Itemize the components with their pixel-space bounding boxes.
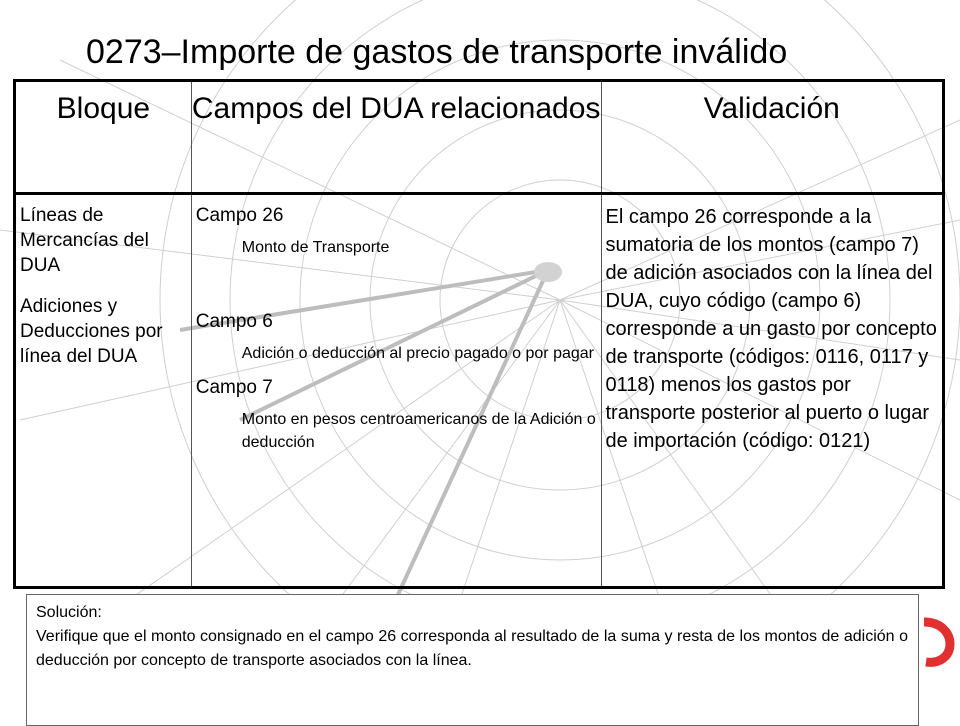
solution-box <box>26 594 919 726</box>
bloque-item-adiciones: Adiciones y Deducciones por línea del DUA <box>20 296 163 367</box>
validacion-text: El campo 26 corresponde a la sumatoria de los montos (campo 7) de adición asociados con la línea del DUA, cuyo código (campo 6) corresponde a un gasto por concepto de transporte (códigos: 0116, 0117 y 0118) menos los gastos por transporte posterior al puerto o lugar de importación (código: 0121) <box>605 206 937 452</box>
table-header-row <box>15 81 944 194</box>
header-campos: Campos del DUA relacionados <box>191 81 601 194</box>
campo-26-desc: Monto de Transporte <box>241 239 390 256</box>
campo-26-label: Campo 26 <box>195 205 284 226</box>
header-validacion: Validación <box>601 81 944 194</box>
header-bloque: Bloque <box>15 81 192 194</box>
table-row <box>15 194 944 588</box>
bloque-cell <box>15 194 192 588</box>
validation-table <box>13 79 945 589</box>
validacion-cell <box>601 194 944 588</box>
campos-cell <box>191 194 601 588</box>
page-title: 0273–Importe de gastos de transporte inválido <box>86 33 788 71</box>
campo-6-desc: Adición o deducción al precio pagado o por pagar <box>241 345 594 362</box>
campo-7-label: Campo 7 <box>195 377 273 398</box>
campo-6-label: Campo 6 <box>195 311 273 332</box>
solution-heading: Solución: <box>36 604 102 621</box>
logo-icon <box>920 604 960 674</box>
solution-text: Verifique que el monto consignado en el campo 26 corresponda al resultado de la suma y resta de los montos de adición o deducción por concepto de transporte asociados con la línea. <box>36 628 908 669</box>
bloque-item-lineas: Líneas de Mercancías del DUA <box>20 205 149 276</box>
campo-7-desc: Monto en pesos centroamericanos de la Adición o deducción <box>241 411 596 451</box>
